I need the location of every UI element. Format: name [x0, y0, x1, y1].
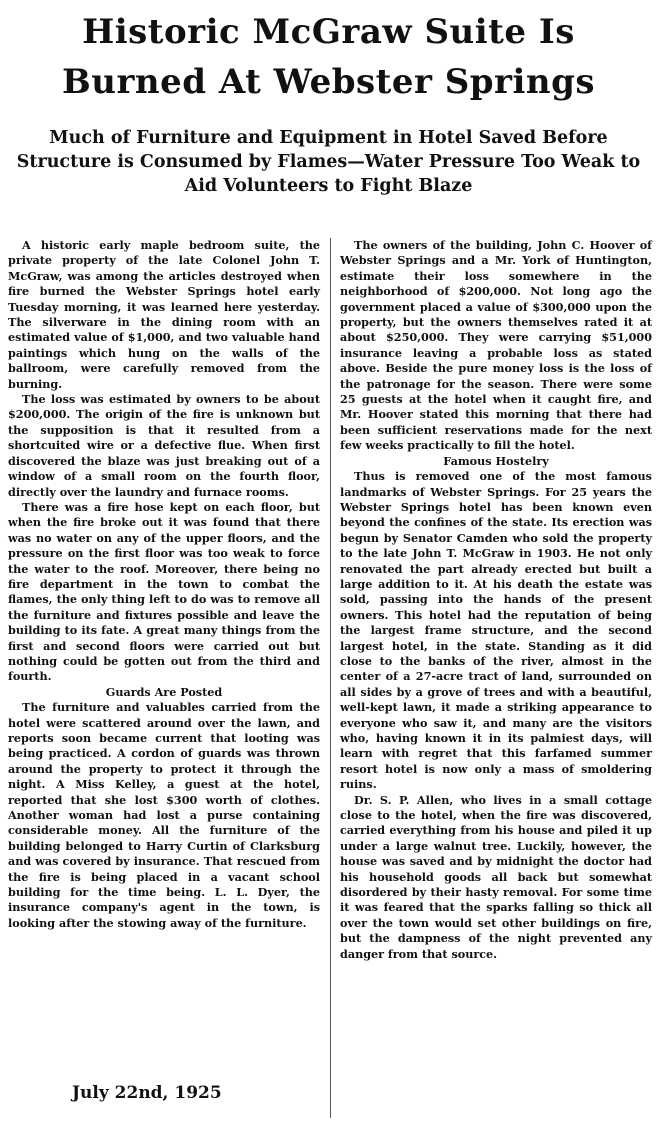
left-column	[8, 238, 320, 931]
article-paragraph: Dr. S. P. Allen, who lives in a small cottage close to the hotel, when the fire was discovered, carried everything from his house and piled it up under a large walnut tree. Luckily, however, the house was saved and by midnight the doctor had his household goods all back but somewhat disordered by their hasty removal. For some time it was feared that the sparks falling so thick all over the town would set other buildings on fire, but the dampness of the night prevented any danger from that source.	[340, 792, 652, 961]
article-paragraph: The furniture and valuables carried from the hotel were scattered around over the lawn, and reports soon became current that looting was being practiced. A cordon of guards was thrown around the property to protect it through the night. A Miss Kelley, a guest at the hotel, reported that she lost $300 worth of clothes. Another woman had lost a purse containing considerable money. All the furniture of the building belonged to Harry Curtin of Clarksburg and was covered by insurance. That rescued from the fire is being placed in a vacant school building for the time being. L. L. Dyer, the insurance company's agent in the town, is looking after the stowing away of the furniture.	[8, 700, 320, 930]
column-divider	[330, 238, 331, 1118]
article-paragraph: Thus is removed one of the most famous landmarks of Webster Springs. For 25 years the Webster Springs hotel has been known even beyond the confines of the state. Its erection was begun by Senator Camden who sold the property to the late John T. McGraw in 1903. He not only renovated the part already erected but built a large addition to it. At his death the estate was sold, passing into the hands of the present owners. This hotel had the reputation of being the largest frame structure, and the second largest hotel, in the state. Standing as it did close to the banks of the river, almost in the center of a 27-acre tract of land, surrounded on all sides by a grove of trees and with a beautiful, well-kept lawn, it made a striking appearance to everyone who saw it, and many are the visitors who, having known it in its palmiest days, will learn with regret that this farfamed summer resort hotel is now only a mass of smoldering ruins.	[340, 469, 652, 792]
dateline: July 22nd, 1925	[72, 1083, 222, 1103]
article-paragraph: A historic early maple bedroom suite, the private property of the late Colonel John T. McGraw, was among the articles destroyed when fire burned the Webster Springs hotel early Tuesday morning, it was learned here yesterday. The silverware in the dining room with an estimated value of $1,000, and two valuable hand paintings which hung on the walls of the ballroom, were carefully removed from the burning.	[8, 238, 320, 391]
right-column	[340, 238, 652, 962]
headline-line-1: Historic McGraw Suite Is	[82, 12, 575, 52]
article-paragraph: The owners of the building, John C. Hoover of Webster Springs and a Mr. York of Huntington, estimate their loss somewhere in the neighborhood of $200,000. Not long ago the government placed a value of $300,000 upon the property, but the owners themselves rated it at about $250,000. They were carrying $51,000 insurance leaving a probable loss as stated above. Beside the pure money loss is the loss of the patronage for the season. There were some 25 guests at the hotel when it caught fire, and Mr. Hoover stated this morning that there had been sufficient reservations made for the next few weeks practically to fill the hotel.	[340, 238, 652, 453]
section-subhead: Famous Hostelry	[443, 453, 549, 468]
article-paragraph: There was a fire hose kept on each floor, but when the fire broke out it was found that there was no water on any of the upper floors, and the pressure on the first floor was too weak to force the water to the roof. Moreover, there being no fire department in the town to combat the flames, the only thing left to do was to remove all the furniture and fixtures possible and leave the building to its fate. A great many things from the first and second floors were carried out but nothing could be gotten out from the third and fourth.	[8, 499, 320, 684]
article-paragraph: The loss was estimated by owners to be about $200,000. The origin of the fire is unknown but the supposition is that it resulted from a shortcuited wire or a defective flue. When first discovered the blaze was just breaking out of a window of a small room on the fourth floor, directly over the laundry and furnace rooms.	[8, 392, 320, 499]
subheadline: Much of Furniture and Equipment in Hotel Saved Before Structure is Consumed by Flames—Water Pressure Too Weak to Aid Volunteers to Fight Blaze	[16, 128, 641, 196]
section-subhead: Guards Are Posted	[105, 684, 223, 699]
headline-line-2: Burned At Webster Springs	[62, 62, 595, 102]
